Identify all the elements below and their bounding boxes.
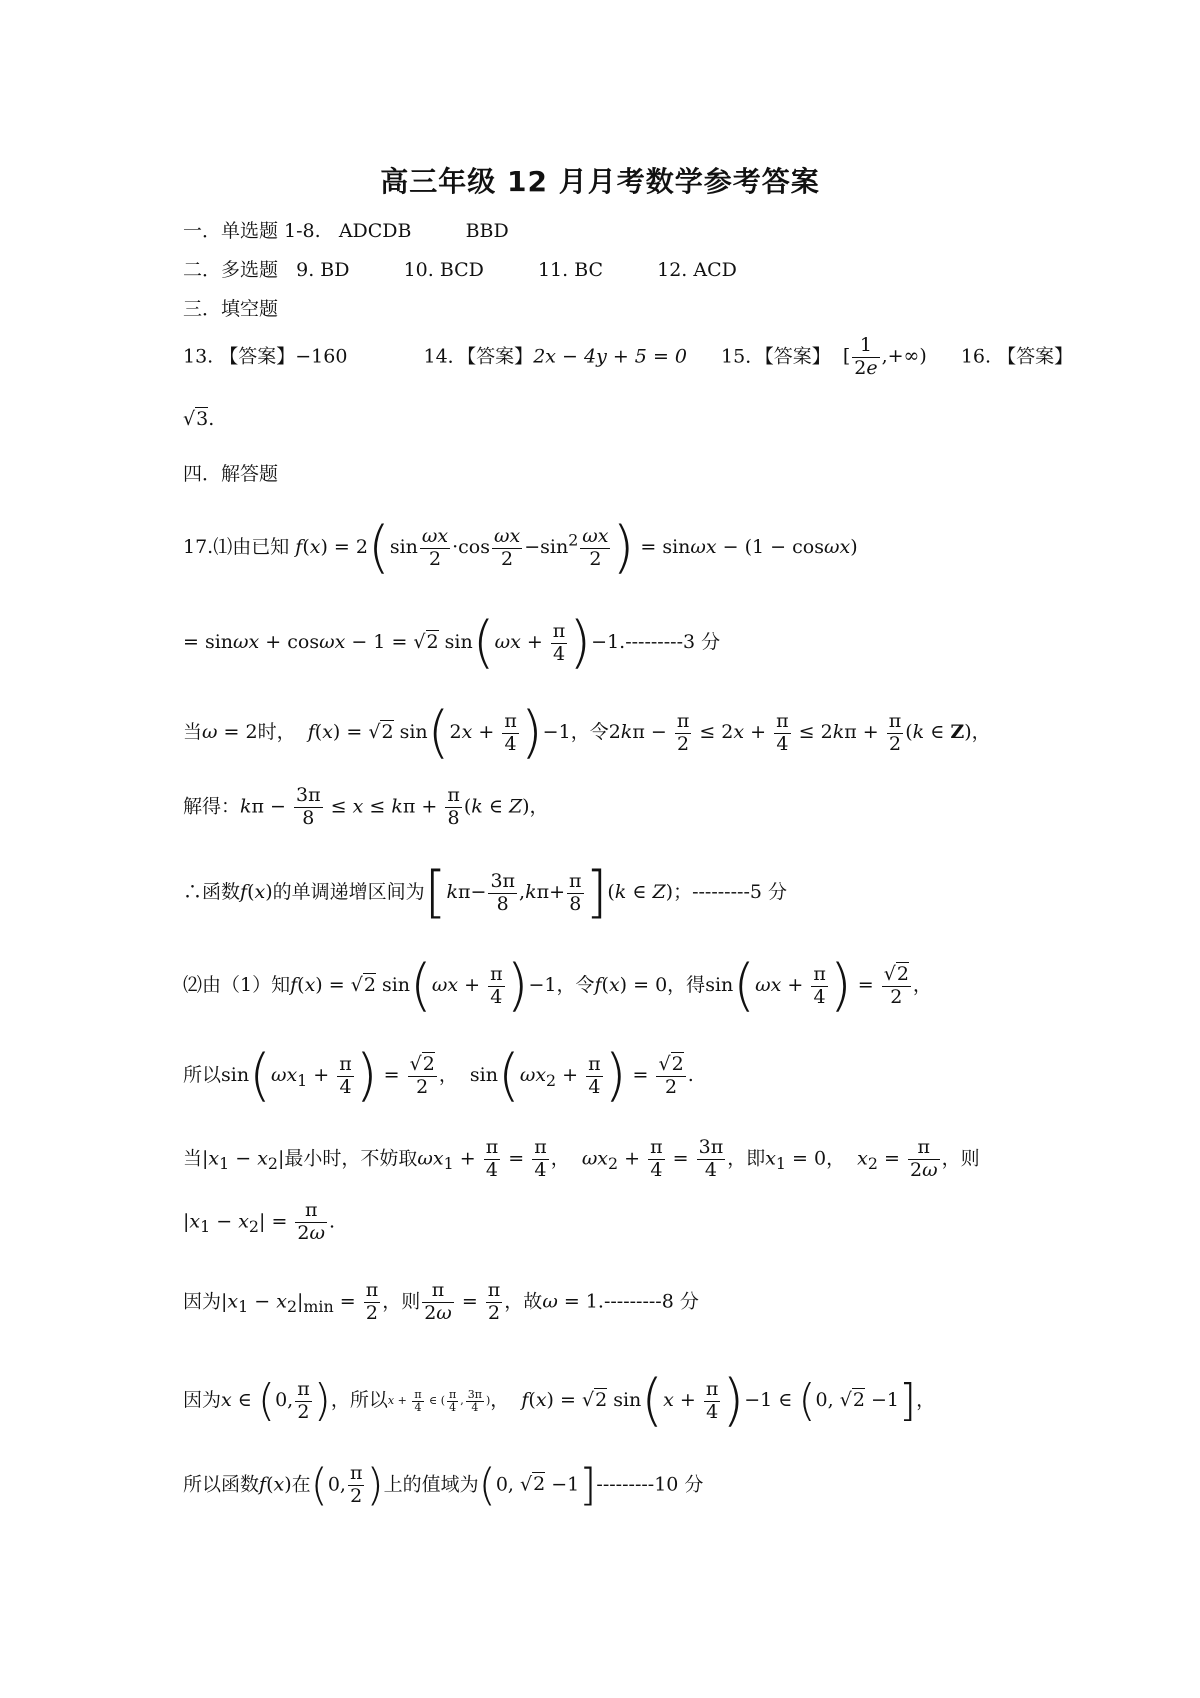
single-choice-answers-1: ADCDB xyxy=(338,220,412,242)
final-label: 所以函数 xyxy=(183,1473,260,1496)
q15-label: 15．【答案】 xyxy=(721,345,831,368)
therefore-mid: 的单调递增区间为 xyxy=(272,881,425,903)
multi-choice-q9: 9. BD xyxy=(296,259,350,281)
q14-label: 14．【答案】 xyxy=(423,345,534,368)
q17-line-2: = sinωx + cosωx − 1 = √2 sin(ωx + $\frac{\pi}{4}$ )−1.---------3 分 xyxy=(183,610,721,675)
page-title: 高三年级 12 月月考数学参考答案 xyxy=(380,165,820,198)
score-mark-10: ---------10 分 xyxy=(596,1473,704,1496)
single-choice-answers-2: BBD xyxy=(465,220,509,242)
multi-choice-q11: 11. BC xyxy=(537,259,604,281)
q17-part2-line-1: ⑵由（1）知f(x) = √2 sin(ωx + $\frac{\pi}{4}$ )−1，令f(x) = 0，得sin(ωx + $\frac{\pi}{4}$ ) = $\frac{√2}{2}$ ， xyxy=(183,953,932,1018)
let-label: ，令 xyxy=(570,721,609,743)
q13-answer: −160 xyxy=(295,345,348,368)
score-mark-3: .---------3 分 xyxy=(619,631,721,653)
q15-answer: [ $\frac{1}{2e}$ ,+∞) xyxy=(842,334,927,379)
multi-choice-label: 二．多选题 xyxy=(183,259,279,281)
q17-part2-line-6: 因为x ∈ (0, $\frac{\pi}{2}$ )，所以x + $\frac{\pi}{4}$ ∈ ( $\frac{\pi}{4}$ , $\frac{3\pi}{4}$ )， f(x) = √2 sin(x + $\frac{\pi}{4}$ )−1 ∈ (0, √2 −1]， xyxy=(183,1368,936,1433)
so2-label: ，故 xyxy=(504,1290,543,1313)
single-choice-label: 一．单选题 1-8. xyxy=(183,220,321,242)
when-tail: 时， xyxy=(257,721,296,743)
q16-answer: √3. xyxy=(183,408,215,430)
because-label: 因为 xyxy=(183,1290,222,1313)
multi-choice-q12: 12. ACD xyxy=(657,259,737,281)
q17-part2-line-2: 所以$\sin(\omega x_1$ + $\frac{\pi}{4}$ ) = $\frac{√2}{2}$ ， $\sin(\omega x_2$ + $\frac{\pi}{4}$ ) = $\frac{√2}{2}$ . xyxy=(183,1043,694,1108)
q17-part2-line-4: $|x_1 - x_2|$ = $\frac{\pi}{2\omega}$ . xyxy=(183,1199,336,1244)
q17-part2-line-3: 当$|x_1 - x_2|$最小时，不妨取$\omega x_1$ + $\frac{\pi}{4}$ = $\frac{\pi}{4}$ ， $\omega x_2$ + $\frac{\pi}{4}$ = $\frac{3\pi}{4}$ ，即$x_1 = 0$， $x_2$ = $\frac{\pi}{2\omega}$ ，则 xyxy=(183,1136,980,1181)
so3-label: ，所以 xyxy=(330,1389,388,1411)
q13-label: 13. 【答案】 xyxy=(183,345,296,368)
part2-get: ，得 xyxy=(667,974,706,996)
single-choice-row xyxy=(183,222,509,241)
q17-part2-line-7: 所以函数f(x)在(0, $\frac{\pi}{2}$ )上的值域为(0, √2 −1]---------10 分 xyxy=(183,1459,704,1511)
q16-answer-tail: . xyxy=(208,408,215,430)
when-label: 当 xyxy=(183,721,203,743)
solve-label: 解得： xyxy=(183,795,241,818)
q17-line-3: 当ω = 2时， f(x) = √2 sin(2x + $\frac{\pi}{4}$ )−1，令2kπ − $\frac{\pi}{2}$ ≤ 2x + $\frac{\pi}{4}$ ≤ 2kπ + $\frac{\pi}{2}$ (k ∈ Z)， xyxy=(183,700,991,765)
ie-label: ，即 xyxy=(727,1147,766,1170)
fill-blank-heading: 三．填空题 xyxy=(183,298,279,320)
fill-blank-answers-row xyxy=(183,335,1073,380)
q17-line-5: ∴函数f(x)的单调递增区间为[kπ− $\frac{3\pi}{8}$ ,kπ+ $\frac{\pi}{8}$ ](k ∈ Z)；---------5 分 xyxy=(183,860,787,925)
then2-label: ，则 xyxy=(382,1290,421,1313)
so-label: 所以 xyxy=(183,1064,222,1086)
multi-choice-row xyxy=(183,261,737,280)
score-mark-8: .---------8 分 xyxy=(597,1290,699,1313)
q17-part2-line-5: 因为$|x_1 - x_2|_{min}$ = $\frac{\pi}{2}$ ，则 $\frac{\pi}{2\omega}$ = $\frac{\pi}{2}$ ，故ω = 1.---------8 分 xyxy=(183,1279,699,1324)
then-label: ，则 xyxy=(941,1147,980,1170)
multi-choice-q10: 10. BCD xyxy=(403,259,484,281)
q17-intro: 17.⑴由已知 xyxy=(183,536,290,558)
q17-line-1: 17.⑴由已知 f(x) = 2(sin $\frac{\omega x}{2}$ ·cos $\frac{\omega x}{2}$ $-\sin^2$ $\frac{\omega x}{2}$ ) = sinωx − (1 − cosωx) xyxy=(183,515,858,580)
part2-intro: ⑵由（1）知 xyxy=(183,974,291,996)
because2-label: 因为 xyxy=(183,1389,222,1411)
solution-heading: 四．解答题 xyxy=(183,463,279,485)
final-tail: 上的值域为 xyxy=(383,1473,479,1496)
score-mark-5: ；---------5 分 xyxy=(673,881,787,903)
final-mid: 在 xyxy=(291,1473,311,1496)
q17-line-4: 解得：kπ − $\frac{3\pi}{8}$ ≤ x ≤ kπ + $\frac{\pi}{8}$ (k ∈ Z)， xyxy=(183,784,549,829)
part2-let: ，令 xyxy=(556,974,595,996)
q16-label: 16. 【答案】 xyxy=(960,345,1074,368)
q14-answer: 2x − 4y + 5 = 0 xyxy=(533,345,687,368)
therefore-label: ∴函数 xyxy=(183,881,241,903)
min-label: 最小时，不妨取 xyxy=(284,1147,418,1170)
